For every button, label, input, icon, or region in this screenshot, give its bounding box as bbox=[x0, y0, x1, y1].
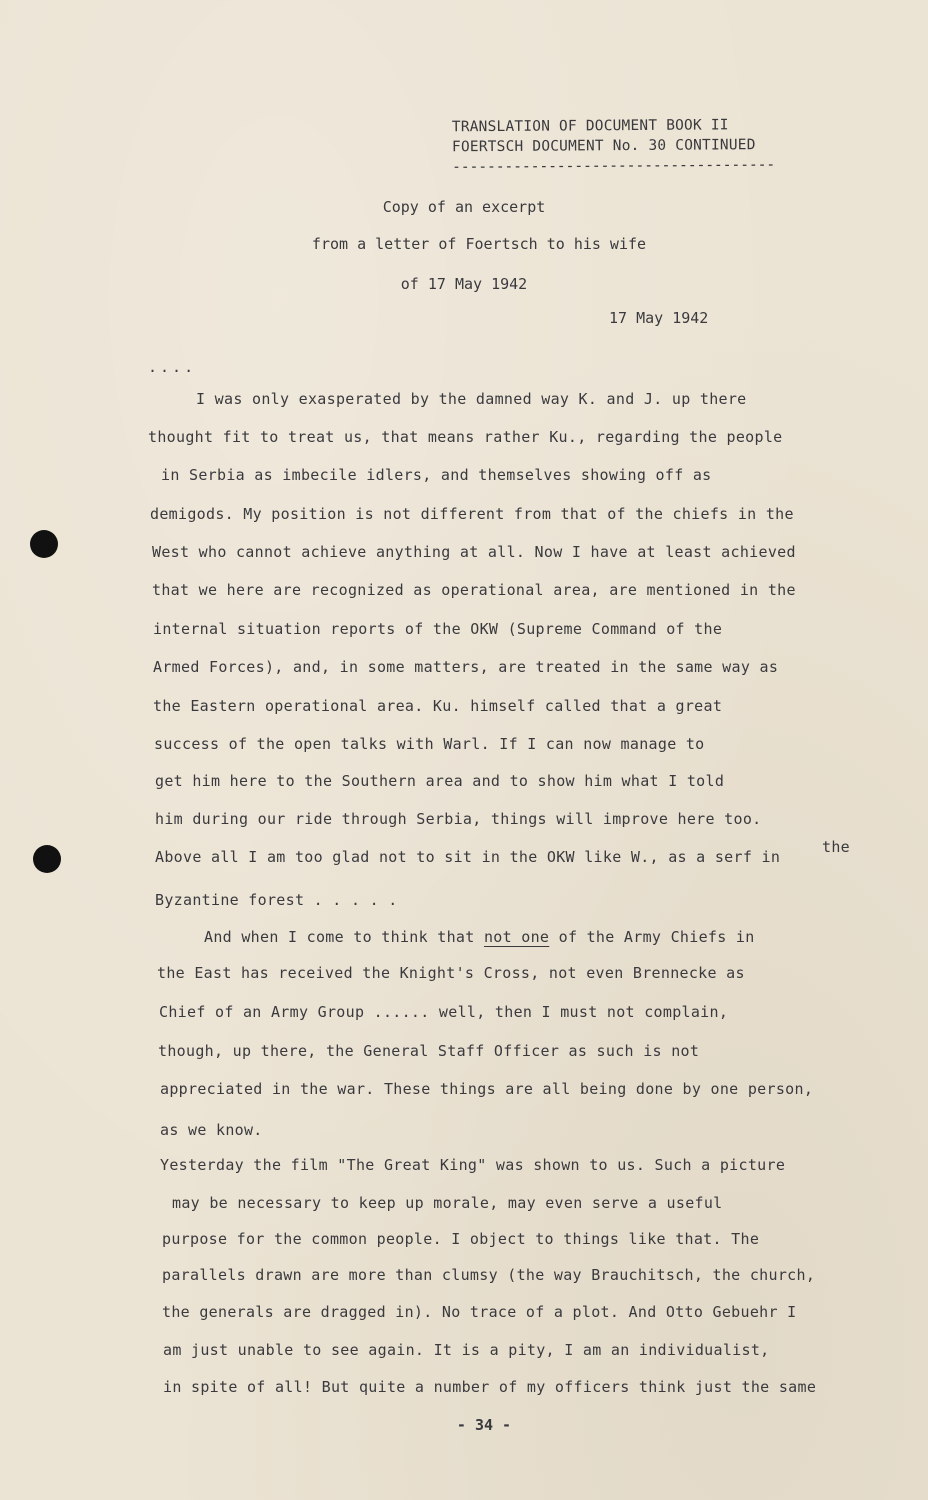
body-line: purpose for the common people. I object to things like that. The bbox=[162, 1230, 760, 1248]
body-line: him during our ride through Serbia, things will improve here too. bbox=[155, 810, 762, 828]
body-line: I was only exasperated by the damned way K. and J. up there bbox=[196, 390, 747, 408]
title-line-2: from a letter of Foertsch to his wife bbox=[311, 235, 647, 253]
body-line: am just unable to see again. It is a pity, I am an individualist, bbox=[163, 1341, 770, 1359]
punch-hole-bottom bbox=[33, 845, 61, 873]
body-line: get him here to the Southern area and to show him what I told bbox=[155, 772, 725, 790]
body-line: the Eastern operational area. Ku. himself called that a great bbox=[153, 697, 723, 715]
body-line: Above all I am too glad not to sit in the OKW like W., as a serf in bbox=[155, 848, 781, 866]
body-line: parallels drawn are more than clumsy (the way Brauchitsch, the church, bbox=[162, 1266, 816, 1284]
body-line-start: And when I come to think that bbox=[204, 928, 475, 946]
body-line: in spite of all! But quite a number of my officers think just the same bbox=[163, 1378, 817, 1396]
body-line: the East has received the Knight's Cross, not even Brennecke as bbox=[157, 964, 745, 982]
body-line bbox=[204, 928, 755, 946]
body-line: West who cannot achieve anything at all. Now I have at least achieved bbox=[152, 543, 796, 561]
body-line: success of the open talks with Warl. If I can now manage to bbox=[154, 735, 705, 753]
body-line: Yesterday the film "The Great King" was shown to us. Such a picture bbox=[160, 1156, 786, 1174]
body-line: the generals are dragged in). No trace of a plot. And Otto Gebuehr I bbox=[162, 1303, 797, 1321]
body-line: though, up there, the General Staff Officer as such is not bbox=[158, 1042, 700, 1060]
letter-date: 17 May 1942 bbox=[609, 309, 709, 327]
underlined-phrase: not one bbox=[483, 928, 550, 946]
header-rule: ------------------------------------- bbox=[452, 157, 776, 176]
body-line: in Serbia as imbecile idlers, and themselves showing off as bbox=[161, 466, 712, 484]
body-line-end: of the Army Chiefs in bbox=[558, 928, 755, 946]
body-line: that we here are recognized as operational area, are mentioned in the bbox=[152, 581, 796, 599]
body-line: appreciated in the war. These things are all being done by one person, bbox=[160, 1080, 814, 1098]
header-line-2: FOERTSCH DOCUMENT No. 30 CONTINUED bbox=[451, 137, 756, 156]
body-line: Armed Forces), and, in some matters, are treated in the same way as bbox=[153, 658, 779, 676]
body-line: Byzantine forest . . . . . bbox=[155, 891, 398, 909]
page-number: - 34 - bbox=[456, 1416, 512, 1434]
body-line: thought fit to treat us, that means rather Ku., regarding the people bbox=[148, 428, 783, 446]
body-line: may be necessary to keep up morale, may even serve a useful bbox=[172, 1194, 723, 1212]
marginal-insert: the bbox=[822, 838, 850, 856]
body-line: internal situation reports of the OKW (Supreme Command of the bbox=[153, 620, 723, 638]
body-line: as we know. bbox=[160, 1121, 263, 1139]
body-line: demigods. My position is not different from that of the chiefs in the bbox=[150, 505, 794, 523]
opening-ellipsis: .... bbox=[148, 358, 197, 376]
title-line-1: Copy of an excerpt bbox=[382, 198, 546, 216]
header-line-1: TRANSLATION OF DOCUMENT BOOK II bbox=[451, 117, 729, 136]
body-line: Chief of an Army Group ...... well, then I must not complain, bbox=[159, 1003, 729, 1021]
title-line-3: of 17 May 1942 bbox=[400, 275, 528, 293]
document-header bbox=[452, 115, 812, 178]
punch-hole-top bbox=[30, 530, 58, 558]
